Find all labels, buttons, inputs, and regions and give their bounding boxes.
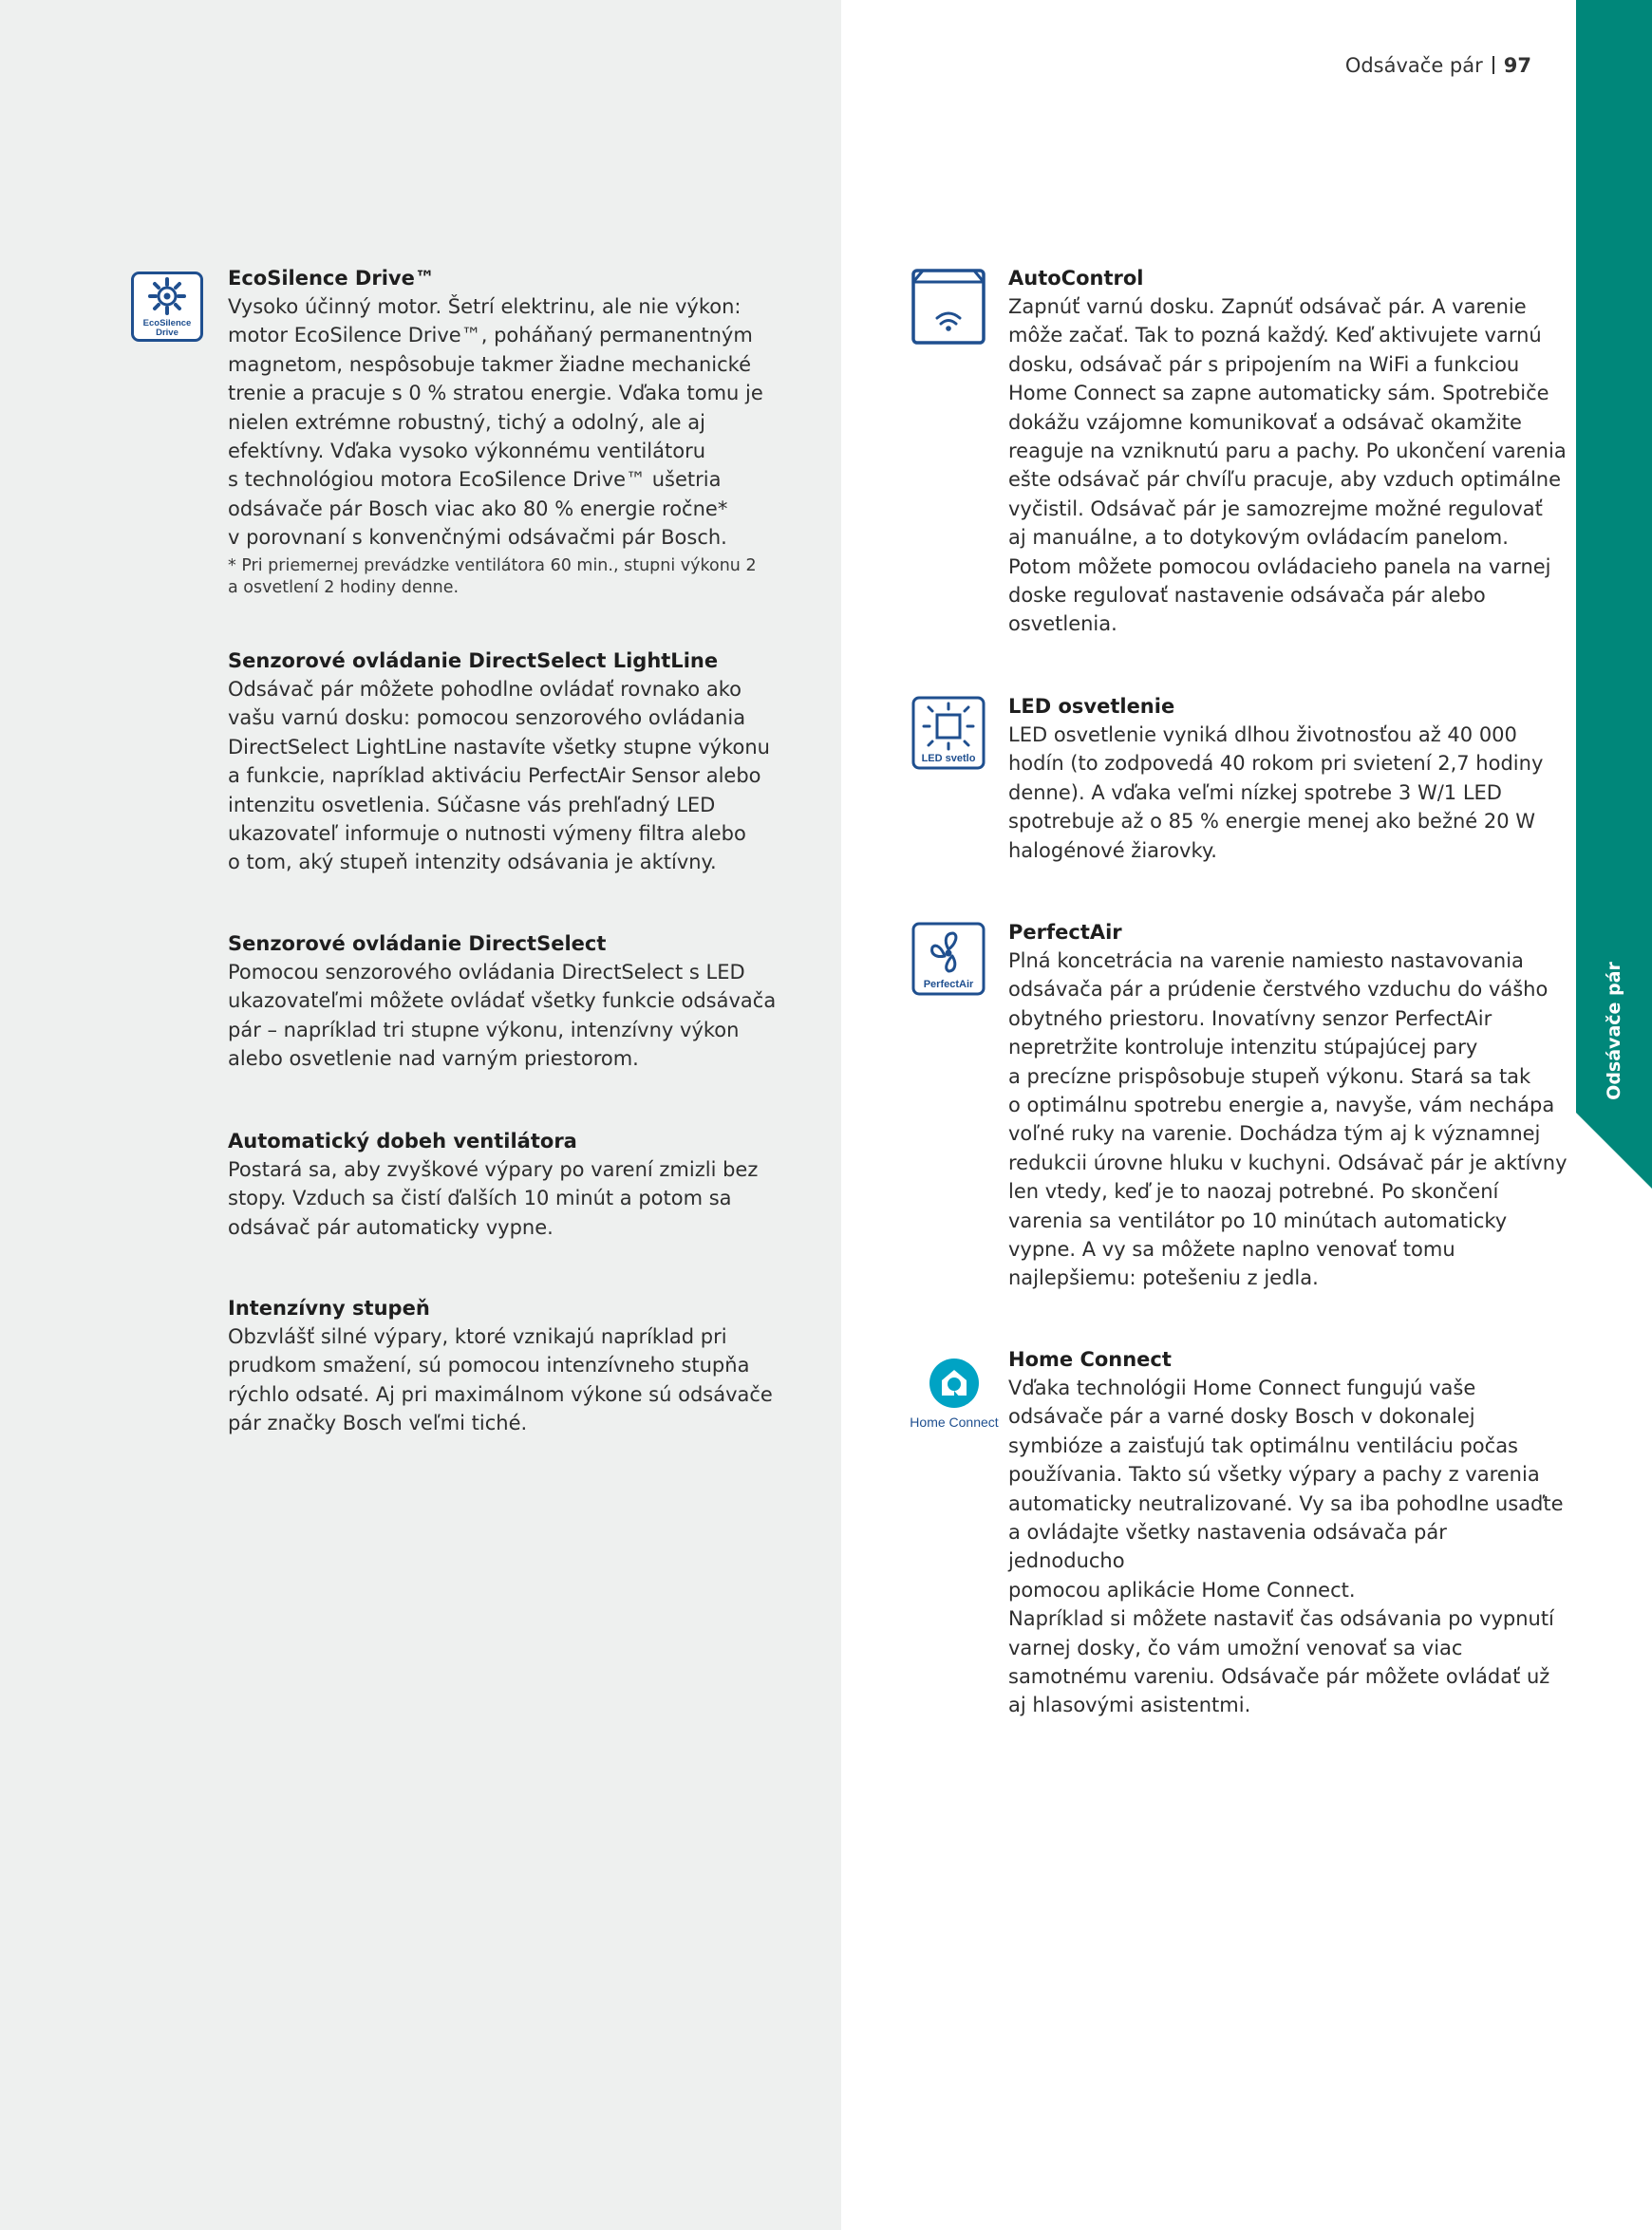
ecosilence-drive-icon	[131, 272, 203, 342]
feature-body: Postará sa, aby zvyškové výpary po varení zmizli bez stopy. Vzduch sa čistí ďalších 10 minút a potom sa odsávač pár automaticky vypne.	[228, 1158, 759, 1239]
feature-body: Pomocou senzorového ovládania DirectSelect s LED ukazovateľmi môžete ovládať všetky funkcie odsávača pár – napríklad tri stupne výkonu, intenzívny výkon alebo osvetlenie nad varným priestorom.	[228, 961, 777, 1071]
perfectair-icon	[911, 922, 986, 996]
feature-body: Obzvlášť silné výpary, ktoré vznikajú napríklad pri prudkom smažení, sú pomocou intenzívneho stupňa rýchlo odsaté. Aj pri maximálnom výkone sú odsávače pár značky Bosch veľmi tiché.	[228, 1325, 773, 1435]
feature-title: LED osvetlenie	[1008, 695, 1175, 718]
home-connect-icon	[907, 1358, 1002, 1434]
feature-body: Vďaka technológii Home Connect fungujú vaše odsávače pár a varné dosky Bosch v dokonalej symbióze a zaisťujú tak optimálnu ventiláciu počas používania. Takto sú všetky výpary a pachy z varenia automaticky neutralizované. Vy sa iba pohodlne usaďte a ovládajte všetky nastavenia odsávača pár jednoducho pomocou aplikácie Home Connect. Napríklad si môžete nastaviť čas odsávania po vypnutí varnej dosky, čo vám umožní venovať sa viac samotnému vareniu. Odsávače pár môžete ovládať už aj hlasovými asistentmi.	[1008, 1377, 1564, 1717]
home-connect-icon-label: Home Connect	[910, 1415, 999, 1430]
page-header	[1345, 54, 1531, 77]
led-light-icon	[911, 696, 986, 770]
feature-title: AutoControl	[1008, 267, 1144, 290]
feature-body: LED osvetlenie vyniká dlhou životnosťou až 40 000 hodín (to zodpovedá 40 rokom pri svietení 2,7 hodiny denne). A vďaka veľmi nízkej spotrebe 3 W/1 LED spotrebuje až o 85 % energie menej ako bežné 20 W halogénové žiarovky.	[1008, 723, 1544, 862]
feature-title: EcoSilence Drive™	[228, 267, 435, 290]
autocontrol-icon	[911, 269, 986, 345]
feature-intensive-level	[228, 1294, 788, 1438]
feature-title: Senzorové ovládanie DirectSelect LightLine	[228, 649, 719, 672]
feature-autocontrol	[1008, 264, 1568, 639]
feature-directselect-lightline	[228, 647, 788, 877]
feature-ecosilence-drive	[228, 264, 788, 599]
ecosilence-icon-label-2: Drive	[156, 328, 178, 338]
ecosilence-icon-label-1: EcoSilence	[142, 318, 192, 328]
feature-body: Vysoko účinný motor. Šetrí elektrinu, ale nie výkon: motor EcoSilence Drive™, poháňaný permanentným magnetom, nespôsobuje takmer žiadne mechanické trenie a pracuje s 0 % stratou energie. Vďaka tomu je nielen extrémne robustný, tichý a odolný, ale aj efektívny. Vďaka vysoko výkonnému ventilátoru s technológiou motora EcoSilence Drive™ ušetria odsávače pár Bosch viac ako 80 % energie ročne* v porovnaní s konvenčnými odsávačmi pár Bosch.	[228, 295, 763, 550]
feature-body: Plná koncetrácia na varenie namiesto nastavovania odsávača pár a prúdenie čerstvého vzduchu do vášho obytného priestoru. Inovatívny senzor PerfectAir nepretržite kontroluje intenzitu stúpajúcej pary a precízne prispôsobuje stupeň výkonu. Stará sa tak o optimálnu spotrebu energie a, navyše, vám nechápa voľné ruky na varenie. Dochádza tým aj k významnej redukcii úrovne hluku v kuchyni. Odsávač pár je aktívny len vtedy, keď je to naozaj potrebné. Po skončení varenia sa ventilátor po 10 minútach automaticky vypne. A vy sa môžete naplno venovať tomu najlepšiemu: potešeniu z jedla.	[1008, 949, 1568, 1290]
section-tab-label: Odsávače pár	[1604, 962, 1624, 1100]
feature-directselect	[228, 929, 788, 1074]
header-section-title: Odsávače pár	[1344, 54, 1483, 77]
led-icon-label: LED svetlo	[921, 753, 976, 764]
feature-title: Home Connect	[1008, 1348, 1172, 1371]
feature-title: PerfectAir	[1008, 921, 1122, 944]
page-number: 97	[1503, 54, 1531, 77]
perfectair-icon-label: PerfectAir	[923, 979, 974, 990]
feature-title: Senzorové ovládanie DirectSelect	[228, 932, 607, 955]
feature-automatic-fan-runon	[228, 1127, 788, 1242]
feature-perfectair	[1008, 918, 1568, 1293]
feature-footnote: * Pri priemernej prevádzke ventilátora 60 min., stupni výkonu 2 a osvetlení 2 hodiny denne.	[228, 555, 757, 597]
feature-led-lighting	[1008, 692, 1568, 865]
header-divider	[1492, 56, 1494, 74]
feature-home-connect	[1008, 1345, 1568, 1720]
feature-body: Zapnúť varnú dosku. Zapnúť odsávač pár. A varenie môže začať. Tak to pozná každý. Keď aktivujete varnú dosku, odsávač pár s pripojením na WiFi a funkciou Home Connect sa zapne automaticky sám. Spotrebiče dokážu vzájomne komunikovať a odsávač okamžite reaguje na vzniknutú paru a pachy. Po ukončení varenia ešte odsávač pár chvíľu pracuje, aby vzduch optimálne vyčistil. Odsávač pár je samozrejme možné regulovať aj manuálne, a to dotykovým ovládacím panelom. Potom môžete pomocou ovládacieho panela na varnej doske regulovať nastavenie odsávača pár alebo osvetlenia.	[1008, 295, 1567, 636]
feature-title: Intenzívny stupeň	[228, 1297, 430, 1320]
feature-body: Odsávač pár môžete pohodlne ovládať rovnako ako vašu varnú dosku: pomocou senzorového ovládania DirectSelect LightLine nastavíte všetky stupne výkonu a funkcie, napríklad aktiváciu PerfectAir Sensor alebo intenzitu osvetlenia. Súčasne vás prehľadný LED ukazovateľ informuje o nutnosti výmeny filtra alebo o tom, aký stupeň intenzity odsávania je aktívny.	[228, 678, 770, 874]
feature-title: Automatický dobeh ventilátora	[228, 1130, 577, 1152]
